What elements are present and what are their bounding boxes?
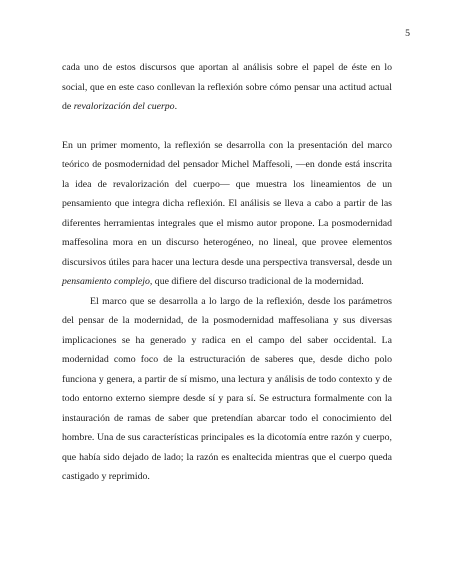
- body-text: [62, 58, 392, 487]
- paragraph-3: El marco que se desarrolla a lo largo de la reflexión, desde los parámetros del pensar de la modernidad, de la posmodernidad maffesoliana y sus diversas implicaciones se ha generado y radica en el campo del saber occidental. La modernidad como foco de la estructuración de saberes que, desde dicho polo funciona y genera, a partir de sí mismo, una lectura y análisis de todo contexto y de todo entorno externo siempre desde sí y para sí. Se estructura formalmente con la instauración de ramas de saber que pretendían abarcar todo el conocimiento del hombre. Una de sus características principales es la dicotomía entre razón y cuerpo, que había sido dejado de lado; la razón es enaltecida mientras que el cuerpo queda castigado y reprimido.: [62, 295, 392, 482]
- page-number: 5: [405, 28, 410, 39]
- paragraph-1-text: cada uno de estos discursos que aportan al análisis sobre el papel de éste en lo social, que en este caso conllevan la reflexión sobre cómo pensar una actitud actual de: [62, 62, 392, 112]
- paragraph-2: [62, 136, 392, 292]
- paragraph-2-end: que difiere del discurso tradicional de la modernidad.: [152, 276, 364, 287]
- paragraph-1-end: .: [174, 101, 178, 112]
- paragraph-1: [62, 58, 392, 117]
- paragraph-2-emphasis: pensamiento complejo,: [62, 276, 153, 287]
- paragraph-1-emphasis: revalorización del cuerpo: [73, 101, 175, 112]
- paragraph-2-text: En un primer momento, la reflexión se desarrolla con la presentación del marco teórico de posmodernidad del pensador Michel Maffesoli, —en donde está inscrita la idea de revalorización del cuerpo— que muestra los lineamientos de un pensamiento que integra dicha reflexión. El análisis se lleva a cabo a partir de las diferentes herramientas integrales que el mismo autor propone. La posmodernidad maffesolina mora en un discurso heterogéneo, no lineal, que provee elementos discursivos útiles para hacer una lectura desde una perspectiva transversal, desde un: [62, 139, 392, 268]
